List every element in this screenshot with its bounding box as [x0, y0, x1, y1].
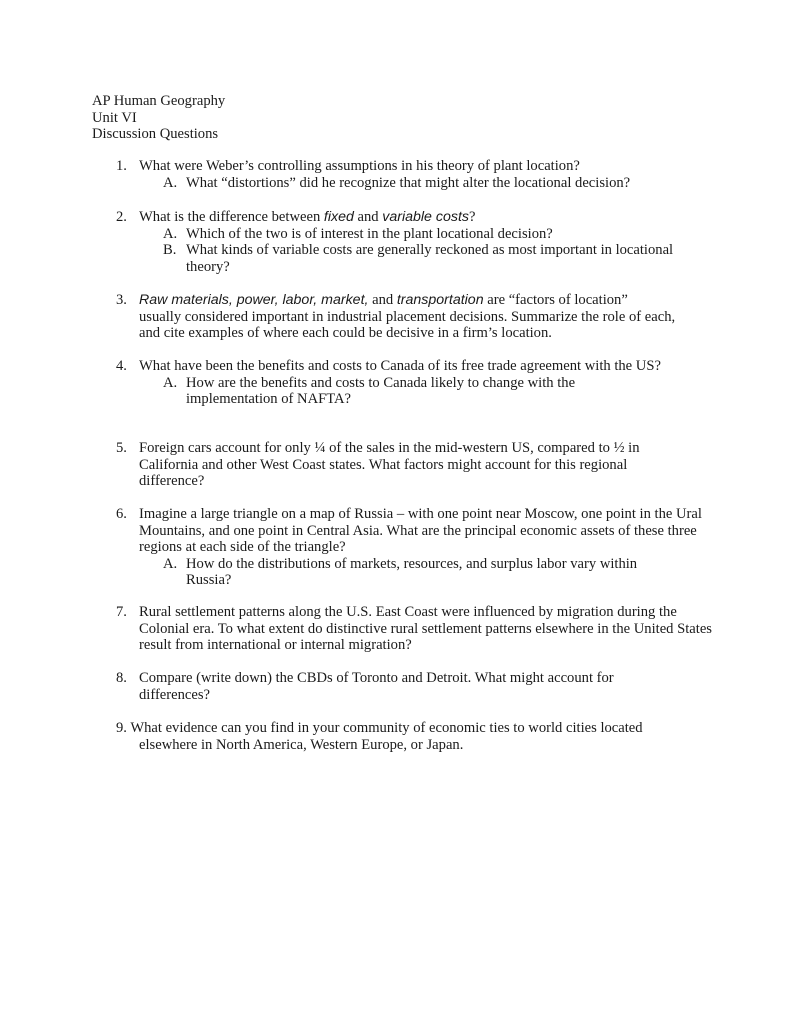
question-8 — [116, 670, 716, 703]
question-text-continued: elsewhere in North America, Western Europe, or Japan. — [139, 736, 464, 753]
sub-question-letter: A. — [163, 225, 178, 242]
question-1 — [116, 158, 716, 191]
sub-question-text: What “distortions” did he recognize that might alter the locational decision? — [186, 174, 631, 191]
question-5 — [116, 440, 716, 490]
sub-question-letter: A. — [163, 174, 178, 191]
question-3 — [116, 292, 716, 342]
question-text-part: What is the difference between — [139, 209, 324, 225]
term-factors-list: Raw materials, power, labor, market, — [139, 292, 369, 308]
question-text: Rural settlement patterns along the U.S. East Coast were influenced by migration during the Colonial era. To what extent do distinctive rural settlement patterns elsewhere in the United States result from international or internal migration? — [139, 604, 712, 653]
sub-question-letter: A. — [163, 555, 178, 572]
question-text — [139, 209, 716, 226]
question-number: 1. — [116, 158, 127, 174]
question-7 — [116, 604, 716, 654]
question-text: What were Weber’s controlling assumptions in his theory of plant location? — [139, 158, 580, 174]
question-2 — [116, 209, 716, 275]
question-text: Compare (write down) the CBDs of Toronto and Detroit. What might account for differences? — [139, 670, 614, 703]
sub-question-letter: A. — [163, 374, 178, 391]
question-number: 8. — [116, 670, 127, 686]
sub-question-text: How do the distributions of markets, resources, and surplus labor vary within Russia? — [186, 555, 638, 588]
term-variable-costs: variable costs — [382, 209, 469, 225]
question-number: 4. — [116, 358, 127, 374]
question-text: Foreign cars account for only ¼ of the sales in the mid-western US, compared to ½ in California and other West Coast states. What factors might account for this regional difference? — [139, 440, 640, 489]
document-header — [92, 93, 225, 143]
sub-question-a — [163, 226, 716, 243]
question-number: 6. — [116, 506, 127, 522]
question-4 — [116, 358, 716, 408]
term-transportation: transportation — [396, 292, 484, 308]
question-number: 5. — [116, 440, 127, 456]
question-9 — [116, 720, 716, 753]
question-number: 3. — [116, 292, 127, 308]
question-text — [139, 292, 716, 309]
question-text-part: ? — [469, 209, 476, 225]
sub-question-a — [163, 375, 716, 408]
question-number: 2. — [116, 209, 127, 225]
question-6 — [116, 506, 716, 589]
question-text-part: are “factors of location” — [483, 292, 628, 308]
question-text: Imagine a large triangle on a map of Russia – with one point near Moscow, one point in the Ural Mountains, and one point in Central Asia. What are the principal economic assets of these three regions at each side of the triangle? — [139, 506, 702, 555]
course-title: AP Human Geography — [92, 93, 226, 109]
sub-question-text: What kinds of variable costs are generally reckoned as most important in locational theory? — [186, 242, 674, 275]
question-text: 9. What evidence can you find in your community of economic ties to world cities located — [116, 720, 643, 736]
question-text-part: and — [368, 292, 397, 308]
sub-question-text: How are the benefits and costs to Canada likely to change with the implementation of NAFTA? — [186, 374, 576, 407]
sub-question-b — [163, 242, 716, 275]
unit-label: Unit VI — [92, 109, 137, 126]
question-number: 7. — [116, 604, 127, 620]
term-fixed: fixed — [323, 209, 354, 225]
sub-question-a — [163, 556, 716, 589]
question-text: What have been the benefits and costs to Canada of its free trade agreement with the US? — [139, 358, 661, 374]
sub-question-letter: B. — [163, 242, 177, 258]
sub-question-a — [163, 175, 716, 192]
document-title: Discussion Questions — [92, 126, 219, 142]
sub-question-text: Which of the two is of interest in the plant locational decision? — [186, 225, 553, 242]
question-text-continued: usually considered important in industrial placement decisions. Summarize the role of each, and cite examples of where each could be decisive in a firm’s location. — [139, 308, 676, 341]
question-text-part: and — [353, 209, 383, 225]
